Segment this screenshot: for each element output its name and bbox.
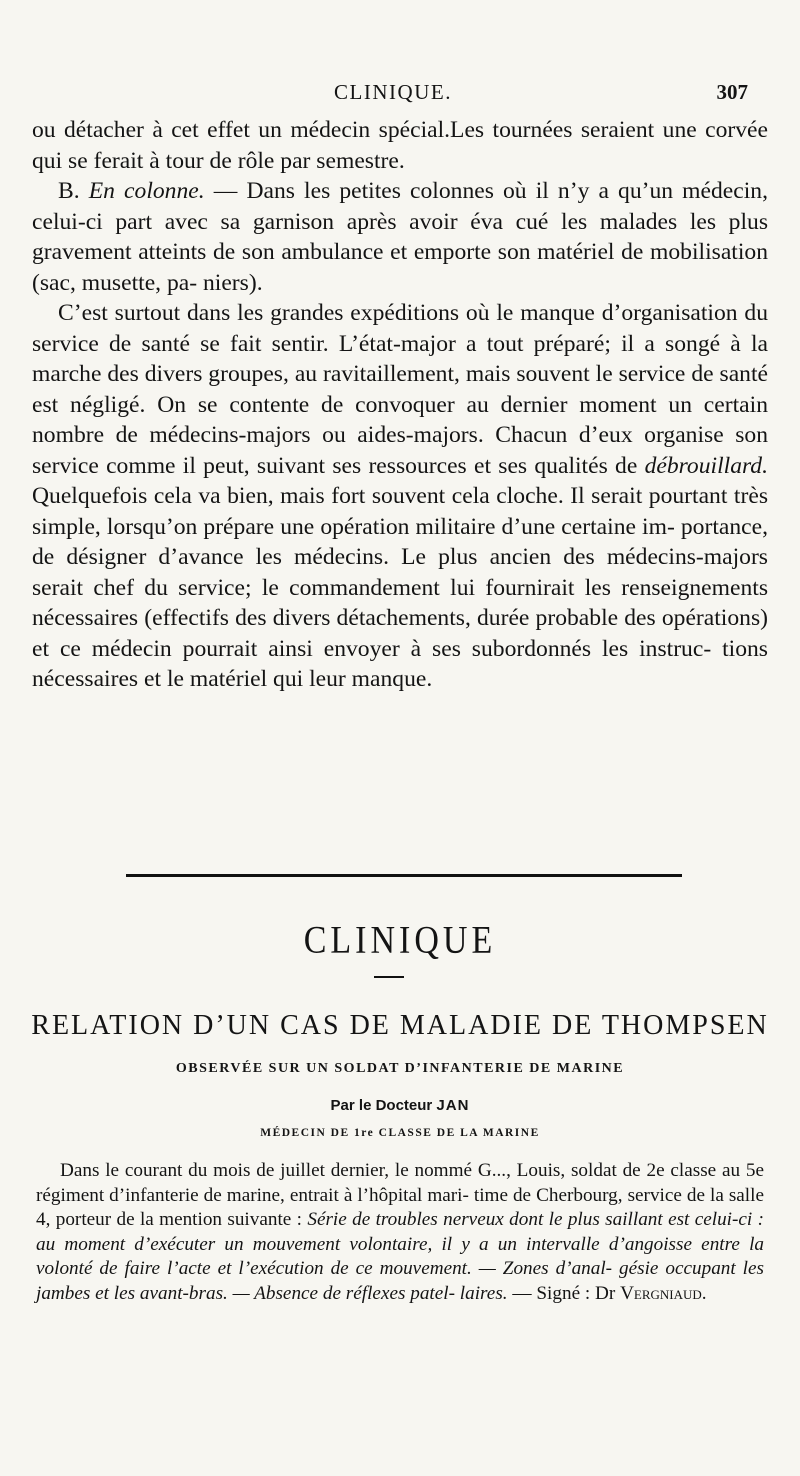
author-rank: MÉDECIN DE 1re CLASSE DE LA MARINE [260,1127,540,1139]
body-text [32,115,768,695]
byline [0,1097,800,1114]
article-body [36,1159,764,1306]
running-head [38,80,748,110]
paragraph-heading: En colonne. [88,178,205,204]
section-title: CLINIQUE [303,919,497,962]
title-divider [374,976,404,978]
paragraph-text-b: Quelquefois cela va bien, mais fort souvent cela cloche. Il serait pourtant très simple, lorsqu’on prépare une opération militaire d’une certaine im- portance, de désigner d’avance les médecins. Le plus ancien des médecins-majors serait chef du service; le commandement lui fournirait les renseignements nécessaires (effectifs des divers détachements, durée probable des opérations) et ce médecin pourrait ainsi envoyer à ses subordonnés les instruc- tions nécessaires et le matériel qui leur manque. [32,483,768,692]
article-text: Dans le courant du mois de juillet dernier, le nommé G..., Louis, soldat de 2e classe au 5e régiment d’infanterie de marine, entrait à l’hôpital mari- time de Cherbourg, service de la salle 4, porteur de la mention suivante : [36,1160,764,1230]
paragraph-text-a: C’est surtout dans les grandes expéditions où le manque d’organisation du service de santé se fait sentir. L’état-major a tout préparé; il a songé à la marche des divers groupes, au ravitaillement, mais souvent le service de santé est négligé. On se contente de convoquer au dernier moment un certain nombre de médecins-majors ou aides-majors. Chacun d’eux organise son service comme il peut, suivant ses ressources et ses qualités de [32,300,768,479]
article-subtitle: OBSERVÉE SUR UN SOLDAT D’INFANTERIE DE MARINE [175,1061,625,1076]
article-quote: Série de troubles nerveux dont le plus saillant est celui-ci : au moment d’exécuter un mouvement volontaire, il y a un intervalle d’angoisse entre la volonté de faire l’acte et l’exécution de ce mouvement. — Zones d’anal- gésie occupant les jambes et les avant-bras. — Absence de réflexes patel- laires. [36,1209,764,1304]
paragraph-text: — Dans les petites colonnes où il n’y a qu’un médecin, celui-ci part avec sa garnison après avoir éva cué les malades les plus gravement atteints de son ambulance et emporte son matériel de mobilisation (sac, musette, pa- niers). [32,178,768,296]
running-title: CLINIQUE. [334,80,452,104]
paragraph-label: B. [58,178,80,204]
paragraph-expeditions [32,298,768,695]
signature-label: — Signé : Dr [507,1282,621,1304]
signer-name: Vergniaud. [620,1282,707,1304]
paragraph-continuation: ou détacher à cet effet un médecin spécial.Les tournées seraient une corvée qui se ferait à tour de rôle par semestre. [32,117,768,174]
byline-prefix: Par le Docteur [330,1097,437,1114]
page-number: 307 [716,80,748,104]
article-paragraph [36,1159,764,1306]
article-title: RELATION D’UN CAS DE MALADIE DE THOMPSEN [31,1010,769,1041]
paragraph-en-colonne [32,176,768,298]
section-separator-rule [126,874,682,877]
paragraph-emphasis: débrouillard. [644,452,768,479]
author-name: JAN [436,1097,470,1114]
